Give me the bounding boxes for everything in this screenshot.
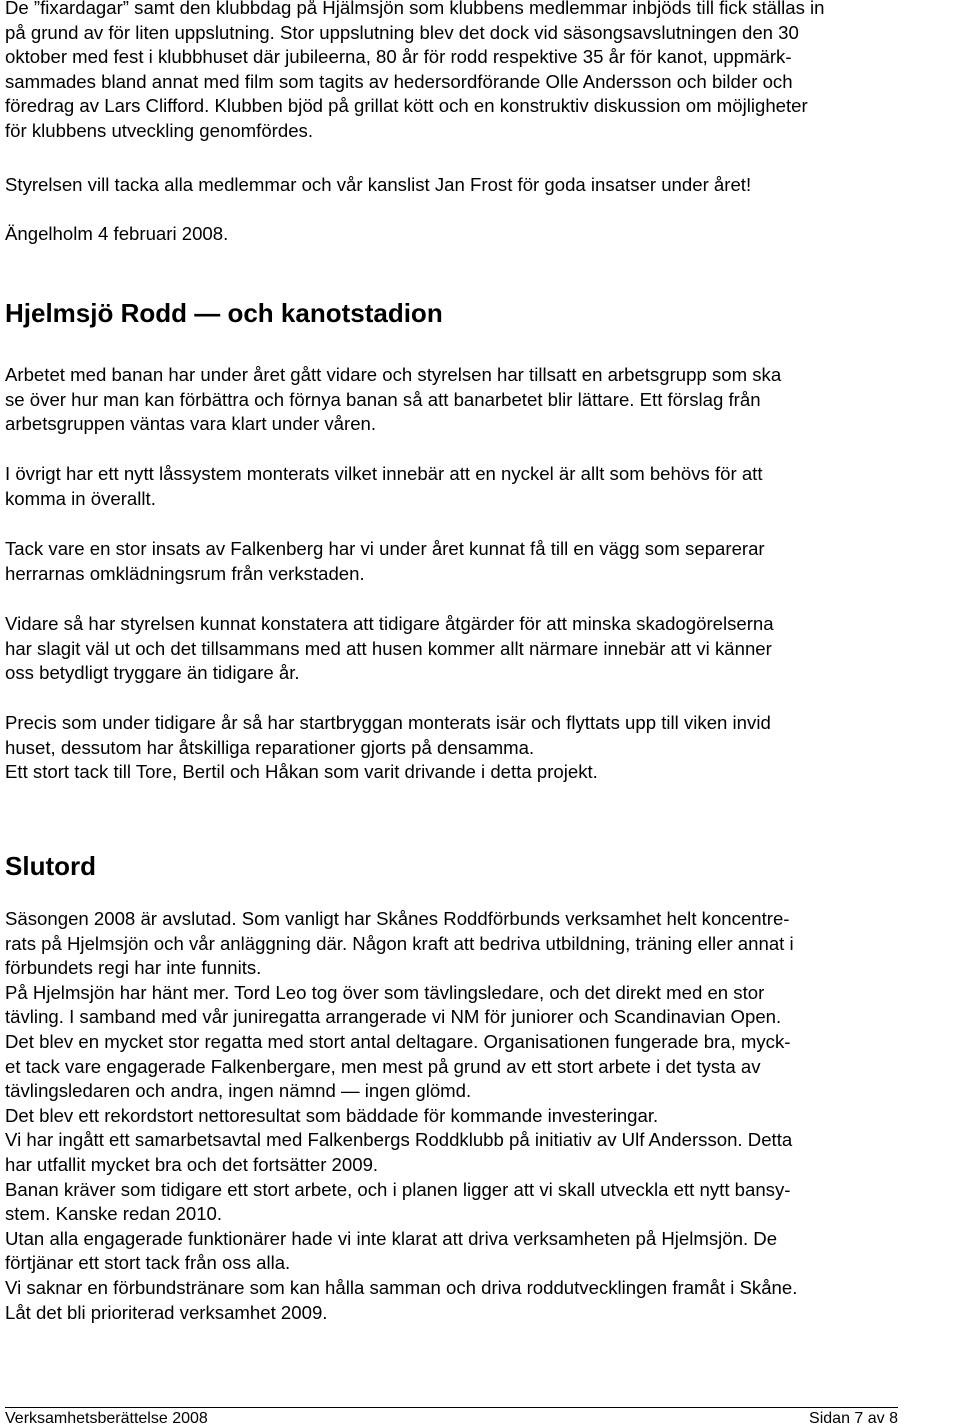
text-line: Säsongen 2008 är avslutad. Som vanligt har Skånes Roddförbunds verksamhet helt koncentre- bbox=[5, 908, 790, 929]
text-line: se över hur man kan förbättra och förnya banan så att banarbetet blir lättare. Ett förslag från bbox=[5, 388, 761, 410]
slutord-paragraph bbox=[5, 907, 797, 1325]
text-line: huset, dessutom har åtskilliga reparationer gjorts på densamma. bbox=[5, 736, 535, 758]
text-line: Låt det bli prioriterad verksamhet 2009. bbox=[5, 1301, 328, 1323]
text-line: et tack vare engagerade Falkenbergare, men mest på grund av ett stort arbete i det tysta av bbox=[5, 1055, 761, 1077]
footer-divider bbox=[5, 1407, 898, 1408]
text-line: oss betydligt tryggare än tidigare år. bbox=[5, 662, 300, 684]
page-footer bbox=[5, 1410, 898, 1427]
text-line: rats på Hjelmsjön och vår anläggning där. Någon kraft att bedriva utbildning, träning eller annat i bbox=[5, 932, 794, 954]
stadion-paragraph-2 bbox=[5, 462, 763, 511]
text-line: förtjänar ett stort tack från oss alla. bbox=[5, 1252, 291, 1274]
text-line: Vi har ingått ett samarbetsavtal med Falkenbergs Roddklubb på initiativ av Ulf Andersson. Detta bbox=[5, 1129, 793, 1151]
text-line: komma in överallt. bbox=[5, 487, 156, 509]
text-line: Banan kräver som tidigare ett stort arbete, och i planen ligger att vi skall utveckla ett nytt bansy- bbox=[5, 1178, 791, 1200]
stadion-paragraph-4 bbox=[5, 612, 774, 686]
intro-paragraph-1 bbox=[5, 0, 825, 144]
stadion-paragraph-5 bbox=[5, 711, 771, 785]
text-line: sammades bland annat med film som tagits av hedersordförande Olle Andersson och bilder och bbox=[5, 70, 793, 92]
footer-page-number: Sidan 7 av 8 bbox=[809, 1410, 898, 1427]
text-line: Vidare så har styrelsen kunnat konstatera att tidigare åtgärder för att minska skadogörelserna bbox=[5, 613, 774, 634]
text-line: för klubbens utveckling genomfördes. bbox=[5, 119, 314, 141]
text-line: oktober med fest i klubbhuset där jubileerna, 80 år för rodd respektive 35 år för kanot, uppmärk- bbox=[5, 46, 792, 68]
text-line: herrarnas omklädningsrum från verkstaden. bbox=[5, 562, 365, 584]
text-line: De ”fixardagar” samt den klubbdag på Hjälmsjön som klubbens medlemmar inbjöds till fick ställas in bbox=[5, 0, 825, 18]
stadion-paragraph-3 bbox=[5, 537, 765, 586]
text-line: föredrag av Lars Clifford. Klubben bjöd på grillat kött och en konstruktiv diskussion om möjligheter bbox=[5, 95, 808, 117]
text-line: Det blev en mycket stor regatta med stort antal deltagare. Organisationen fungerade bra, myck- bbox=[5, 1030, 791, 1052]
text-line: Ängelholm 4 februari 2008. bbox=[5, 223, 229, 244]
text-line: I övrigt har ett nytt låssystem monterats vilket innebär att en nyckel är allt som behövs för att bbox=[5, 463, 763, 484]
text-line: stem. Kanske redan 2010. bbox=[5, 1203, 223, 1225]
text-line: på grund av för liten uppslutning. Stor uppslutning blev det dock vid säsongsavslutningen den 30 bbox=[5, 21, 799, 43]
text-line: har slagit väl ut och det tillsammans med att husen kommer allt närmare innebär att vi känner bbox=[5, 637, 772, 659]
text-line: Utan alla engagerade funktionärer hade vi inte klarat att driva verksamheten på Hjelmsjön. De bbox=[5, 1227, 778, 1249]
intro-paragraph-2 bbox=[5, 173, 751, 198]
text-line: förbundets regi har inte funnits. bbox=[5, 957, 262, 979]
section-heading-slutord: Slutord bbox=[5, 851, 96, 881]
text-line: har utfallit mycket bra och det fortsätter 2009. bbox=[5, 1153, 379, 1175]
section-heading-stadion: Hjelmsjö Rodd — och kanotstadion bbox=[5, 298, 443, 328]
text-line: Tack vare en stor insats av Falkenberg har vi under året kunnat få till en vägg som separerar bbox=[5, 538, 765, 559]
text-line: Ett stort tack till Tore, Bertil och Håkan som varit drivande i detta projekt. bbox=[5, 761, 598, 783]
footer-document-title: Verksamhetsberättelse 2008 bbox=[5, 1410, 208, 1427]
date-line bbox=[5, 222, 228, 247]
text-line: tävlingsledaren och andra, ingen nämnd — ingen glömd. bbox=[5, 1080, 472, 1102]
stadion-paragraph-1 bbox=[5, 363, 781, 437]
text-line: Precis som under tidigare år så har startbryggan monterats isär och flyttats upp till viken invid bbox=[5, 712, 771, 733]
text-line: Vi saknar en förbundstränare som kan hålla samman och driva roddutvecklingen framåt i Skåne. bbox=[5, 1276, 798, 1298]
text-line: På Hjelmsjön har hänt mer. Tord Leo tog över som tävlingsledare, och det direkt med en stor bbox=[5, 981, 765, 1003]
text-line: tävling. I samband med vår juniregatta arrangerade vi NM för juniorer och Scandinavian Open. bbox=[5, 1006, 782, 1028]
text-line: arbetsgruppen väntas vara klart under våren. bbox=[5, 413, 377, 435]
text-line: Arbetet med banan har under året gått vidare och styrelsen har tillsatt en arbetsgrupp som ska bbox=[5, 364, 782, 385]
text-line: Det blev ett rekordstort nettoresultat som bäddade för kommande investeringar. bbox=[5, 1104, 659, 1126]
text-line: Styrelsen vill tacka alla medlemmar och vår kanslist Jan Frost för goda insatser under året! bbox=[5, 174, 752, 195]
